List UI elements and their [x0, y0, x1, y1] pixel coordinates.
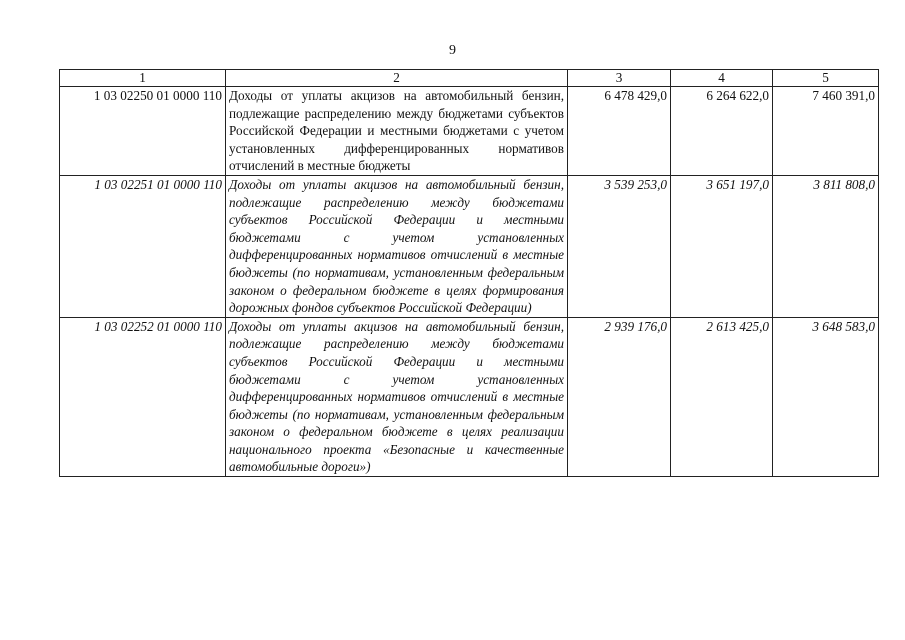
amount-col5: 3 811 808,0	[773, 175, 879, 317]
budget-code: 1 03 02251 01 0000 110	[60, 175, 226, 317]
amount-col4: 2 613 425,0	[671, 317, 773, 476]
amount-col5: 3 648 583,0	[773, 317, 879, 476]
amount-col3: 2 939 176,0	[568, 317, 671, 476]
budget-code: 1 03 02250 01 0000 110	[60, 87, 226, 176]
amount-col5: 7 460 391,0	[773, 87, 879, 176]
budget-code: 1 03 02252 01 0000 110	[60, 317, 226, 476]
revenue-description: Доходы от уплаты акцизов на автомобильный бензин, подлежащие распределению между бюджетами субъектов Российской Федерации и местными бюджетами с учетом установленных дифференцированных нормативов отчислений в местные бюджеты (по нормативам, установленным федеральным законом о федеральном бюджете в целях формирования дорожных фондов субъектов Российской Федерации)	[226, 175, 568, 317]
amount-col4: 3 651 197,0	[671, 175, 773, 317]
column-header-2: 2	[226, 70, 568, 87]
column-header-5: 5	[773, 70, 879, 87]
revenue-table	[59, 69, 879, 477]
table-row	[60, 87, 879, 176]
page-number: 9	[449, 43, 456, 58]
amount-col4: 6 264 622,0	[671, 87, 773, 176]
table-row	[60, 175, 879, 317]
revenue-description: Доходы от уплаты акцизов на автомобильный бензин, подлежащие распределению между бюджетами субъектов Российской Федерации и местными бюджетами с учетом установленных дифференцированных нормативов отчислений в местные бюджеты	[226, 87, 568, 176]
column-header-4: 4	[671, 70, 773, 87]
table-header-row	[60, 70, 879, 87]
revenue-description: Доходы от уплаты акцизов на автомобильный бензин, подлежащие распределению между бюджетами субъектов Российской Федерации и местными бюджетами с учетом установленных дифференцированных нормативов отчислений в местные бюджеты (по нормативам, установленным федеральным законом о федеральном бюджете в целях реализации национального проекта «Безопасные и качественные автомобильные дороги»)	[226, 317, 568, 476]
amount-col3: 6 478 429,0	[568, 87, 671, 176]
amount-col3: 3 539 253,0	[568, 175, 671, 317]
table-row	[60, 317, 879, 476]
column-header-1: 1	[60, 70, 226, 87]
column-header-3: 3	[568, 70, 671, 87]
